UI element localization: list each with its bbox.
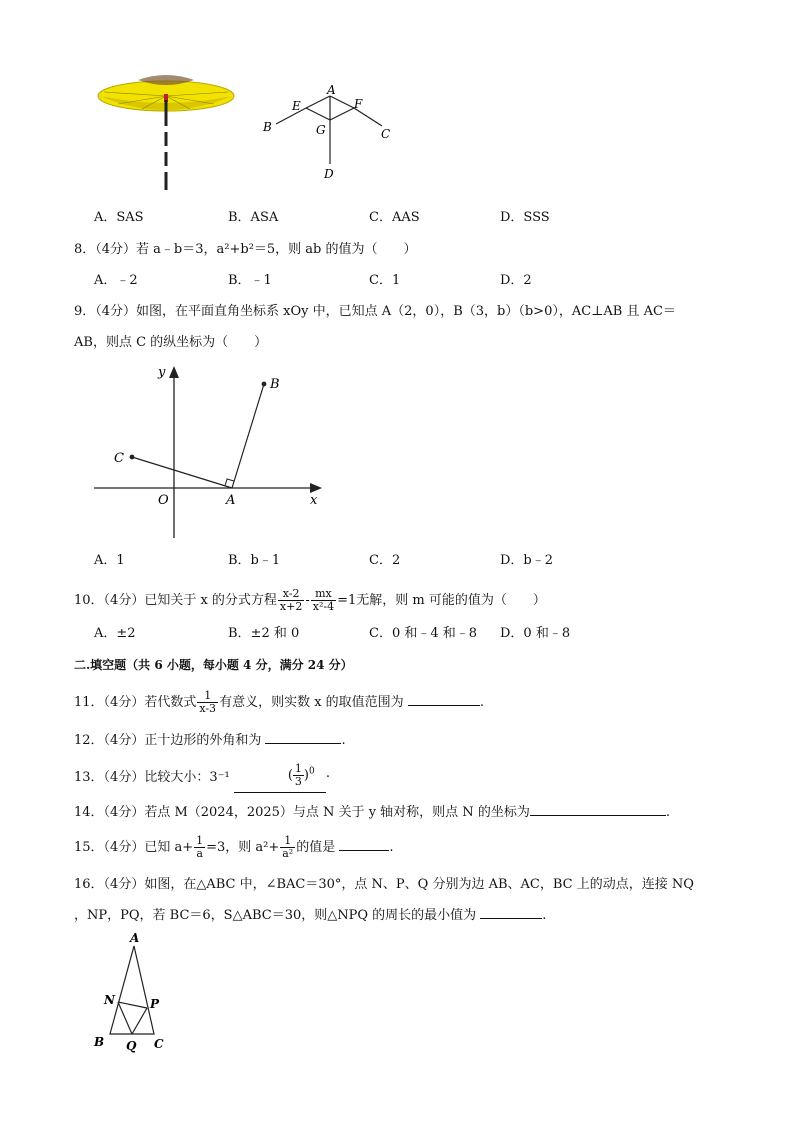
- q7-option-d: D．SSS: [500, 210, 550, 225]
- q10-option-a: A．±2: [94, 626, 136, 641]
- q13-num: 1: [294, 761, 302, 775]
- label-f: F: [354, 97, 363, 111]
- label-p: P: [150, 997, 160, 1011]
- label-n: N: [104, 993, 115, 1007]
- q15-fraction-2: [280, 835, 295, 860]
- q15-num1: 1: [196, 834, 204, 847]
- q10-option-c: C．0 和﹣4 和﹣8: [369, 626, 478, 641]
- label-d: D: [324, 167, 334, 181]
- umbrella-figure: [94, 66, 240, 194]
- q8-option-c: C．1: [369, 273, 401, 288]
- label-q: Q: [126, 1039, 137, 1053]
- q12-end: .: [341, 733, 346, 748]
- q11-num: 1: [197, 690, 218, 703]
- q14-pre: 14．（4分）若点 M（2024，2025）与点 N 关于 y 轴对称，则点 N 的坐标为: [74, 805, 530, 820]
- q11-den: x-3: [199, 702, 217, 715]
- triangle-figure-q16: [92, 932, 172, 1056]
- q14-answer-blank[interactable]: [530, 803, 666, 816]
- label-e: E: [292, 99, 301, 113]
- q8-option-b: B．﹣1: [228, 273, 272, 288]
- q9-option-a: A．1: [94, 553, 125, 568]
- q12-answer-blank[interactable]: [265, 731, 341, 744]
- q16-end: .: [542, 908, 547, 923]
- label-a: A: [130, 932, 140, 945]
- q15-end: .: [389, 840, 394, 855]
- q10-frac2-den: x²-4: [312, 600, 335, 613]
- q10-fraction-2: [311, 588, 336, 613]
- axis-label-y: y: [158, 365, 166, 380]
- label-g: G: [316, 123, 326, 137]
- q15-post: 的值是: [296, 840, 336, 855]
- label-b: B: [270, 377, 280, 392]
- q14: [74, 803, 670, 821]
- coordinate-figure-q9: [94, 364, 326, 540]
- q15: [74, 832, 394, 864]
- q9-option-d: D．b﹣2: [500, 553, 554, 568]
- q10-frac2-num: mx: [311, 588, 336, 601]
- label-c: C: [381, 127, 391, 141]
- q10-stem: [74, 588, 546, 614]
- q10-stem-post: =1无解，则 m 可能的值为（ ）: [337, 593, 546, 608]
- q7-option-a: A．SAS: [94, 210, 144, 225]
- q16-line2-text: ，NP，PQ，若 BC＝6，S△ABC＝30，则△NPQ 的周长的最小值为: [74, 908, 477, 923]
- label-b: B: [94, 1035, 105, 1049]
- q15-num2: 1: [280, 835, 295, 848]
- q9-stem-line1: 9．（4分）如图，在平面直角坐标系 xOy 中，已知点 A（2，0），B（3，b）（b>0），AC⊥AB 且 AC＝: [74, 304, 676, 319]
- q13-exponent: 0: [308, 766, 315, 777]
- q11-end: .: [479, 695, 484, 710]
- q13-den: 3: [294, 774, 302, 788]
- q8-option-d: D．2: [500, 273, 532, 288]
- q10-stem-pre: 10．（4分）已知关于 x 的分式方程: [74, 593, 277, 608]
- q13-answer-area: [234, 763, 360, 793]
- q13: [74, 758, 360, 798]
- label-b: B: [263, 120, 272, 134]
- label-a: A: [226, 493, 236, 508]
- q9-option-b: B．b﹣1: [228, 553, 281, 568]
- q10-fraction-1: [278, 588, 304, 613]
- geometry-figure-q7: [258, 84, 394, 184]
- q14-end: .: [665, 805, 670, 820]
- q7-option-b: B．ASA: [228, 210, 279, 225]
- q16-answer-blank[interactable]: [480, 906, 542, 919]
- q15-pre: 15．（4分）已知 a+: [74, 840, 194, 855]
- section-title-fill-in: 二.填空题（共 6 小题，每小题 4 分，满分 24 分）: [74, 658, 353, 672]
- q11-fraction: [197, 690, 218, 715]
- q15-fraction-1: [194, 835, 205, 860]
- label-c: C: [114, 451, 124, 466]
- q15-den1: a: [196, 847, 203, 860]
- q15-mid: =3，则 a²+: [206, 840, 280, 855]
- label-a: A: [327, 84, 336, 97]
- q8-stem: 8．（4分）若 a﹣b＝3，a²+b²＝5，则 ab 的值为（ ）: [74, 242, 417, 257]
- q13-end: .: [325, 765, 330, 781]
- q10-frac1-num: x-2: [278, 588, 304, 601]
- q10-frac1-den: x+2: [279, 600, 303, 613]
- q10-minus: -: [305, 593, 310, 608]
- q13-expression: ( $\frac{1}{3}$ )$^0$: [287, 761, 315, 788]
- q16-line2: [74, 906, 546, 924]
- q11-pre: 11．（4分）若代数式: [74, 695, 197, 710]
- q11: [74, 688, 484, 718]
- q12: [74, 731, 346, 749]
- q15-den2: a²: [282, 847, 294, 860]
- q8-option-a: A．﹣2: [94, 273, 138, 288]
- q9-option-c: C．2: [369, 553, 401, 568]
- label-o: O: [158, 493, 169, 508]
- label-c: C: [154, 1037, 164, 1051]
- q12-pre: 12．（4分）正十边形的外角和为: [74, 733, 262, 748]
- q11-post: 有意义，则实数 x 的取值范围为: [219, 695, 404, 710]
- q9-stem-line2: AB，则点 C 的纵坐标为（ ）: [74, 335, 268, 350]
- q10-option-d: D．0 和﹣8: [500, 626, 571, 641]
- q16-line1: 16．（4分）如图，在△ABC 中，∠BAC＝30°，点 N、P、Q 分别为边 AB、AC，BC 上的动点，连接 NQ: [74, 877, 694, 892]
- q10-option-b: B．±2 和 0: [228, 626, 300, 641]
- q15-answer-blank[interactable]: [339, 838, 389, 851]
- axis-label-x: x: [310, 493, 318, 508]
- q13-pre: 13．（4分）比较大小：3⁻¹: [74, 770, 230, 785]
- q7-option-c: C．AAS: [369, 210, 420, 225]
- q11-answer-blank[interactable]: [408, 693, 480, 706]
